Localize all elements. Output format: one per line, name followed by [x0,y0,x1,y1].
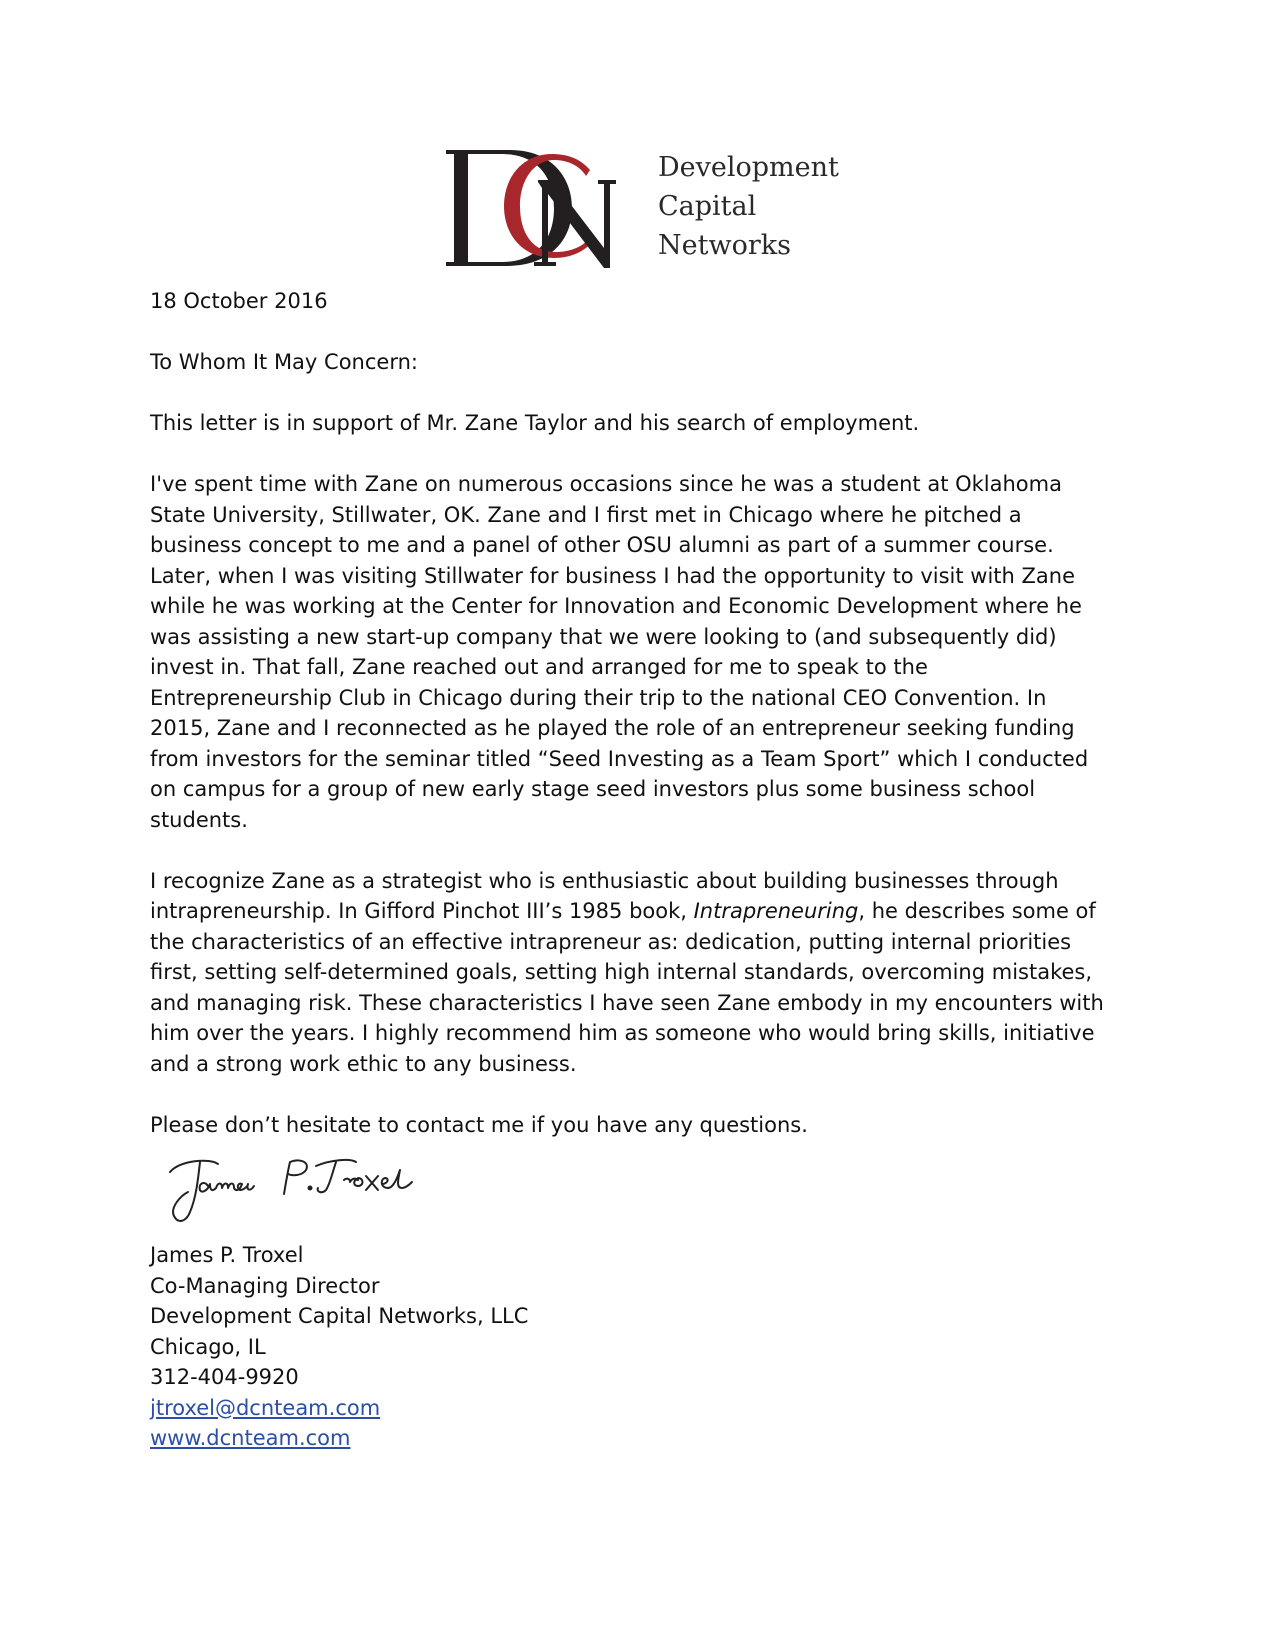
company-name-line: Networks [658,230,791,261]
paragraph-history: I've spent time with Zane on numerous occasions since he was a student at Oklahoma State University, Stillwater, OK. Zane and I first met in Chicago where he pitched a business concept to me and a panel of other OSU alumni as part of a summer course. Later, when I was visiting Stillwater for business I had the opportunity to visit with Zane while he was working at the Center for Innovation and Economic Development where he was assisting a new start-up company that we were looking to (and subsequently did) invest in. That fall, Zane reached out and arranged for me to speak to the Entrepreneurship Club in Chicago during their trip to the national CEO Convention. In 2015, Zane and I reconnected as he played the role of an entrepreneur seeking funding from investors for the seminar titled “Seed Investing as a Team Sport” which I conducted on campus for a group of new early stage seed investors plus some business school students. [150,472,1089,832]
company-name-line: Development [658,152,839,183]
letter-date: 18 October 2016 [150,289,328,313]
signer-company: Development Capital Networks, LLC [150,1304,529,1328]
letter-body [150,286,1110,1171]
signer-title: Co-Managing Director [150,1273,380,1298]
paragraph-closing: Please don’t hesitate to contact me if you have any questions. [150,1112,808,1137]
signer-name: James P. Troxel [150,1243,304,1267]
paragraph-text: I recognize Zane as a strategist who is enthusiastic about building businesses through intrapreneurship. In Gifford Pinchot III’s 1985 book, [150,868,1059,923]
signer-phone: 312-404-9920 [150,1365,299,1389]
signoff-block [150,1240,528,1454]
paragraph-intro: This letter is in support of Mr. Zane Taylor and his search of employment. [150,411,920,435]
paragraph-recommendation [150,866,1110,1080]
company-name [658,148,839,265]
paragraph-text: , he describes some of the characteristics of an effective intrapreneur as: dedication, putting internal priorities first, setting self-determined goals, setting high internal standards, overcoming mistakes, and managing risk. These characteristics I have seen Zane embody in my encounters with him over the years. I highly recommend him as someone who would bring skills, initiative and a strong work ethic to any business. [150,899,1104,1076]
handwritten-signature [160,1150,460,1230]
company-name-line: Capital [658,191,757,222]
website-link[interactable]: www.dcnteam.com [150,1426,351,1450]
dcn-logo [440,148,630,268]
book-title: Intrapreneuring [693,899,859,923]
signer-location: Chicago, IL [150,1334,266,1359]
email-link[interactable]: jtroxel@dcnteam.com [150,1395,381,1420]
letterhead [440,140,840,280]
salutation: To Whom It May Concern: [150,350,418,374]
